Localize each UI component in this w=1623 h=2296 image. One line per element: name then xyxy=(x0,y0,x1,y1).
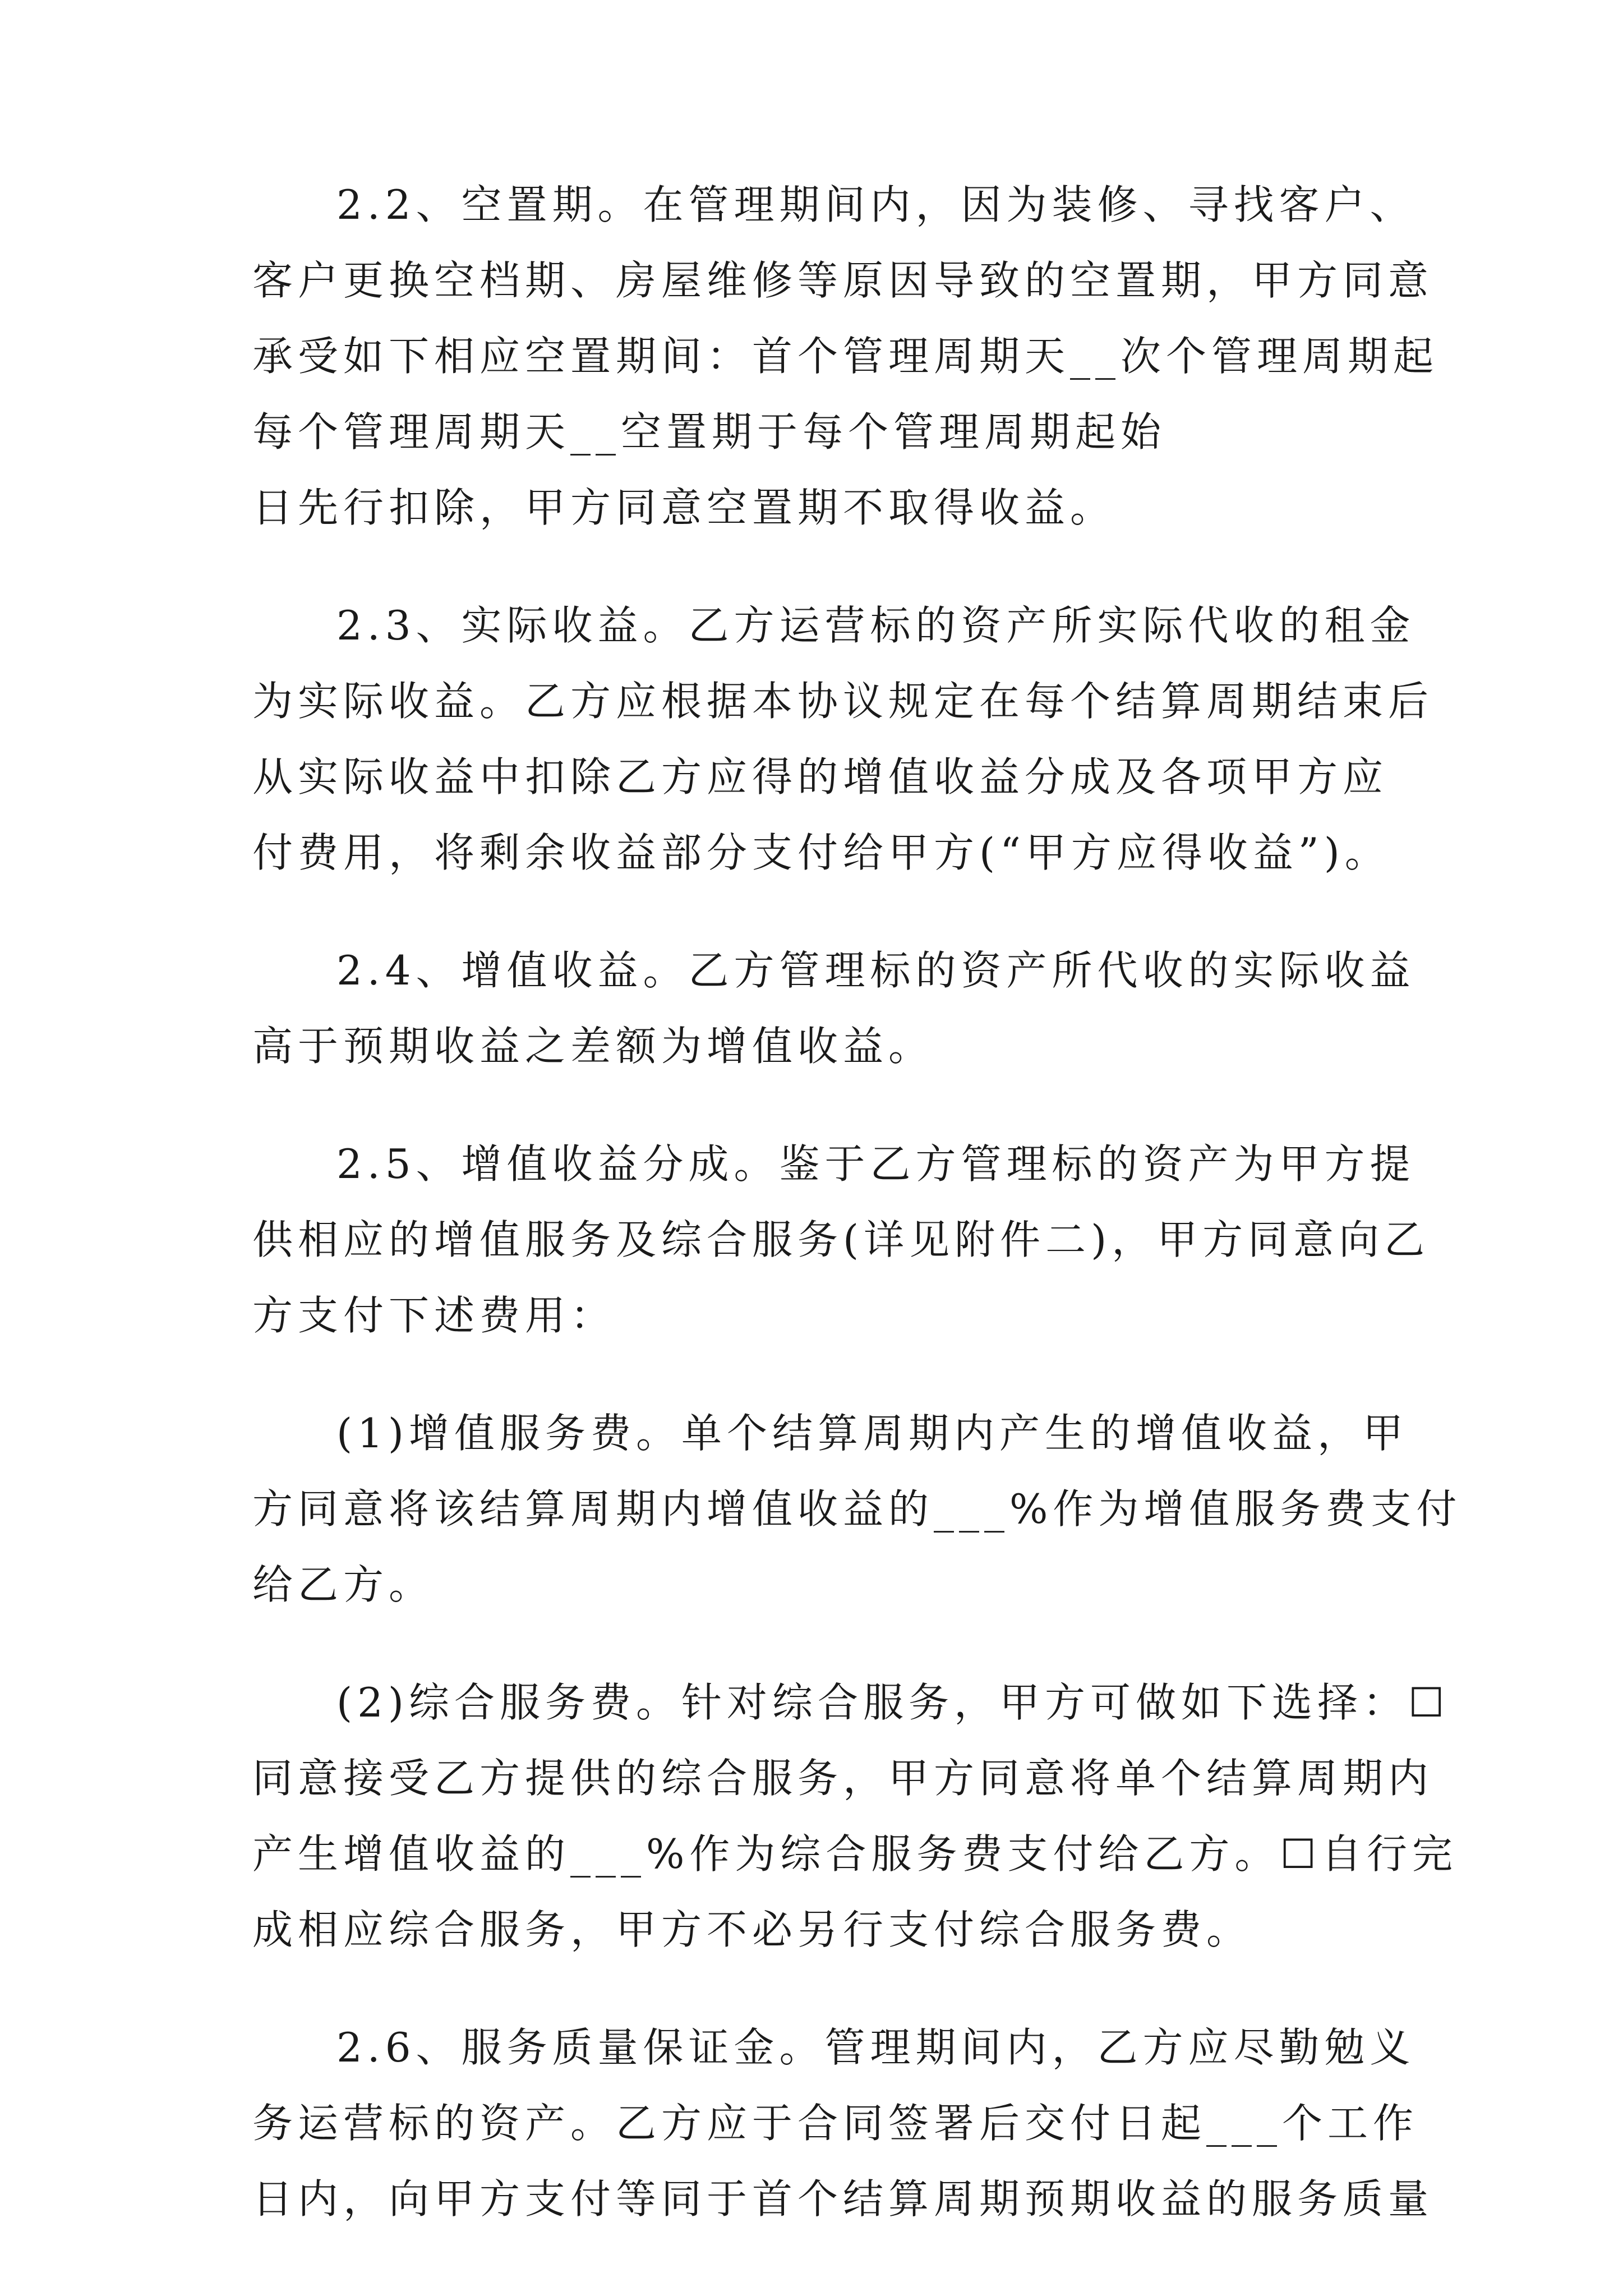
paragraph-line: 产生增值收益的___%作为综合服务费支付给乙方。☐自行完 xyxy=(252,1830,1458,1878)
paragraph-line: 客户更换空档期、房屋维修等原因导致的空置期，甲方同意 xyxy=(252,257,1434,304)
paragraph-line: 高于预期收益之差额为增值收益。 xyxy=(252,1023,934,1070)
paragraph-line: 2.5、增值收益分成。鉴于乙方管理标的资产为甲方提 xyxy=(336,1140,1415,1188)
paragraph-line: (2)综合服务费。针对综合服务，甲方可做如下选择：☐ xyxy=(336,1679,1450,1726)
paragraph-line: 同意接受乙方提供的综合服务，甲方同意将单个结算周期内 xyxy=(252,1755,1434,1802)
paragraph-line: 方同意将该结算周期内增值收益的___%作为增值服务费支付 xyxy=(252,1485,1462,1533)
paragraph-line: 每个管理周期天__空置期于每个管理周期起始 xyxy=(252,408,1166,455)
paragraph-line: 付费用，将剩余收益部分支付给甲方(“甲方应得收益”)。 xyxy=(252,829,1390,876)
paragraph-line: 2.2、空置期。在管理期间内，因为装修、寻找客户、 xyxy=(336,181,1415,228)
paragraph-line: 给乙方。 xyxy=(252,1561,435,1608)
paragraph-line: 方支付下述费用： xyxy=(252,1292,616,1339)
paragraph-line: 2.4、增值收益。乙方管理标的资产所代收的实际收益 xyxy=(336,947,1415,994)
paragraph-line: 2.3、实际收益。乙方运营标的资产所实际代收的租金 xyxy=(336,602,1415,649)
paragraph-line: 2.6、服务质量保证金。管理期间内，乙方应尽勤勉义 xyxy=(336,2024,1415,2071)
paragraph-line: 供相应的增值服务及综合服务(详见附件二)，甲方同意向乙 xyxy=(252,1216,1430,1263)
paragraph-line: 日内，向甲方支付等同于首个结算周期预期收益的服务质量 xyxy=(252,2175,1434,2223)
paragraph-line: 从实际收益中扣除乙方应得的增值收益分成及各项甲方应 xyxy=(252,753,1389,800)
paragraph-line: 为实际收益。乙方应根据本协议规定在每个结算周期结束后 xyxy=(252,678,1434,725)
paragraph-line: 务运营标的资产。乙方应于合同签署后交付日起___个工作 xyxy=(252,2100,1419,2147)
paragraph-line: 承受如下相应空置期间：首个管理周期天__次个管理周期起 xyxy=(252,333,1439,380)
paragraph-line: 日先行扣除，甲方同意空置期不取得收益。 xyxy=(252,484,1116,531)
paragraph-line: (1)增值服务费。单个结算周期内产生的增值收益，甲 xyxy=(336,1410,1408,1457)
paragraph-line: 成相应综合服务，甲方不必另行支付综合服务费。 xyxy=(252,1906,1252,1953)
